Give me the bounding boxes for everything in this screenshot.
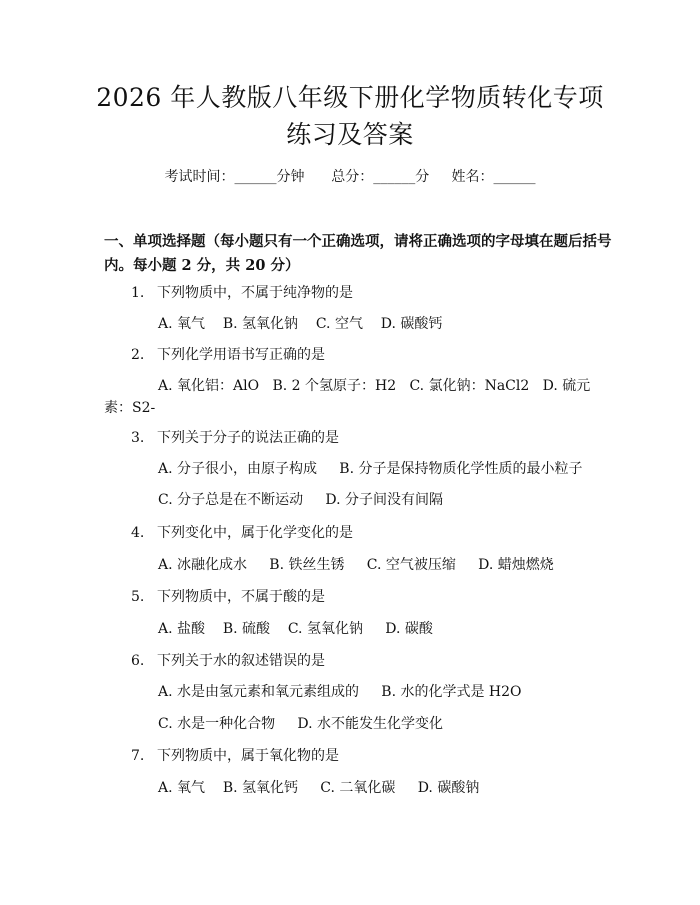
question-number: 2. — [131, 347, 145, 363]
question-4-options — [158, 555, 554, 575]
option-d: D. 碳酸钙 — [380, 316, 443, 332]
name-label: 姓名： — [451, 169, 494, 185]
question-2 — [131, 345, 325, 365]
question-6-options-row2 — [158, 714, 443, 734]
option-d: D. 分子间没有间隔 — [325, 492, 444, 508]
option-b: B. 氢氧化钙 — [222, 780, 299, 796]
question-5-options — [158, 619, 433, 639]
question-number: 7. — [131, 748, 145, 764]
question-4 — [131, 523, 353, 543]
option-d: D. 蜡烛燃烧 — [478, 557, 554, 573]
option-d: D. 碳酸 — [385, 621, 433, 637]
score-unit: 分 — [415, 169, 430, 185]
question-stem: 下列物质中，不属于纯净物的是 — [157, 285, 353, 301]
option-b: B. 氢氧化钠 — [222, 316, 299, 332]
option-c: C. 空气被压缩 — [366, 557, 456, 573]
question-2-options — [158, 376, 590, 396]
question-stem: 下列关于水的叙述错误的是 — [157, 653, 325, 669]
option-b: B. 铁丝生锈 — [269, 557, 345, 573]
question-stem: 下列物质中，不属于酸的是 — [157, 589, 325, 605]
section-heading-line1: 一、单项选择题（每小题只有一个正确选项，请将正确选项的字母填在题后括号 — [104, 233, 612, 250]
document-title-line2: 练习及答案 — [286, 120, 414, 149]
question-number: 6. — [131, 653, 145, 669]
question-6 — [131, 651, 325, 671]
question-number: 1. — [131, 285, 145, 301]
score-label: 总分： — [331, 169, 374, 185]
question-number: 5. — [131, 589, 145, 605]
exam-meta — [0, 167, 700, 187]
time-label: 考试时间： — [164, 169, 235, 185]
question-3-options-row1 — [158, 459, 582, 479]
option-c: C. 水是一种化合物 — [158, 716, 276, 732]
section-heading-line2: 内。每小题 2 分，共 20 分） — [104, 257, 300, 274]
score-blank: ______ — [373, 169, 416, 185]
option-d: D. 水不能发生化学变化 — [297, 716, 444, 732]
question-3-options-row2 — [158, 490, 443, 510]
question-1 — [131, 283, 353, 303]
document-title-line1: 2026 年人教版八年级下册化学物质转化专项 — [96, 83, 604, 112]
option-b: B. 硫酸 — [222, 621, 271, 637]
option-a: A. 冰融化成水 — [158, 557, 248, 573]
question-7-options — [158, 778, 479, 798]
option-c: C. 二氧化碳 — [320, 780, 396, 796]
question-6-options-row1 — [158, 682, 522, 702]
option-c: C. 空气 — [315, 316, 363, 332]
time-blank: ______ — [234, 169, 277, 185]
option-c: C. 氯化钠：NaCl2 — [409, 378, 530, 394]
option-d: D. 硫元 — [542, 378, 591, 394]
option-b: B. 分子是保持物质化学性质的最小粒子 — [339, 461, 583, 477]
question-2-option-d-wrap: 素：S2- — [104, 400, 156, 416]
option-c: C. 分子总是在不断运动 — [158, 492, 304, 508]
option-b: B. 水的化学式是 H2O — [381, 684, 522, 700]
question-3 — [131, 428, 339, 448]
question-7 — [131, 746, 339, 766]
question-1-options — [158, 314, 442, 334]
name-blank: ______ — [493, 169, 536, 185]
question-number: 3. — [131, 430, 145, 446]
option-b: B. 2 个氢原子：H2 — [272, 378, 397, 394]
option-a: A. 氧气 — [158, 316, 206, 332]
option-a: A. 氧化铝：AlO — [158, 378, 260, 394]
option-a: A. 水是由氢元素和氧元素组成的 — [158, 684, 360, 700]
question-stem: 下列关于分子的说法正确的是 — [157, 430, 339, 446]
time-unit: 分钟 — [276, 169, 305, 185]
option-d: D. 碳酸钠 — [417, 780, 480, 796]
question-number: 4. — [131, 525, 145, 541]
option-a: A. 盐酸 — [158, 621, 206, 637]
option-a: A. 分子很小，由原子构成 — [158, 461, 318, 477]
question-5 — [131, 587, 325, 607]
question-stem: 下列物质中，属于氧化物的是 — [157, 748, 339, 764]
question-stem: 下列变化中，属于化学变化的是 — [157, 525, 353, 541]
option-c: C. 氢氧化钠 — [287, 621, 363, 637]
question-stem: 下列化学用语书写正确的是 — [157, 347, 325, 363]
option-a: A. 氧气 — [158, 780, 206, 796]
